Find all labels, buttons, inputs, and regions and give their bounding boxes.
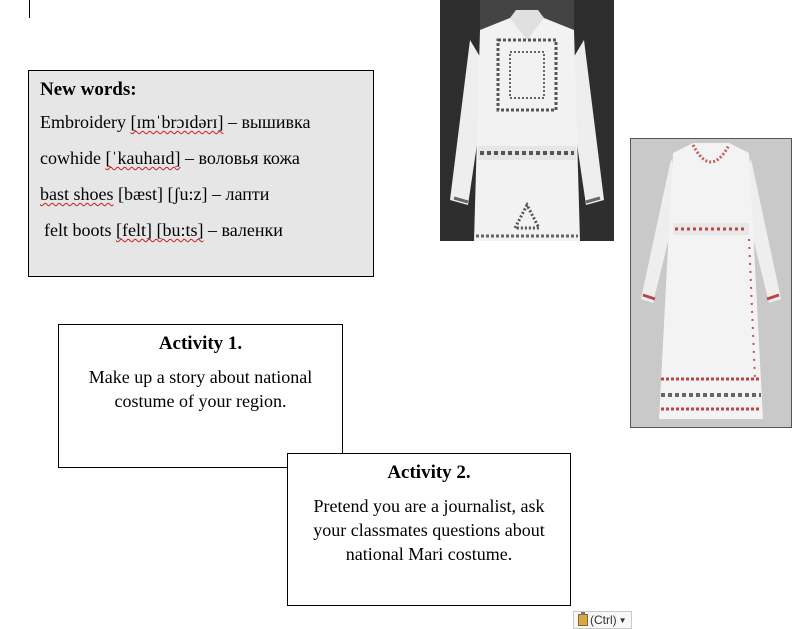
vocab-translation: – воловья кожа [180, 148, 300, 168]
new-words-box[interactable] [28, 70, 374, 277]
paste-options-button[interactable] [573, 611, 632, 629]
mari-shirt-photo[interactable] [440, 0, 614, 241]
activity-1-title: Activity 1. [158, 333, 243, 354]
vocab-line-cowhide [40, 147, 362, 169]
vocab-word: cowhide [40, 148, 101, 168]
vocab-translation: – валенки [203, 220, 283, 240]
mari-dress-photo[interactable] [630, 138, 792, 428]
activity-2-text: Pretend you are a journalist, ask your classmates questions about national Mari costume. [313, 496, 545, 564]
vocab-transcription: [bæst] [ʃu:z] [118, 184, 208, 204]
vocab-line-felt-boots [40, 219, 362, 241]
vocab-transcription: [ɪmˈbrɔɪdərɪ] [130, 112, 224, 132]
vocab-word: bast shoes [40, 184, 114, 204]
vocab-translation: – лапти [207, 184, 270, 204]
activity-1-box[interactable] [58, 324, 343, 468]
vocab-transcription: [ˈkauhaɪd] [105, 148, 181, 168]
activity-2-box[interactable] [287, 453, 571, 606]
chevron-down-icon: ▼ [618, 615, 627, 625]
vocab-line-bast-shoes [40, 183, 362, 205]
activity-2-title: Activity 2. [387, 462, 471, 483]
clipboard-icon [578, 614, 588, 626]
paste-options-label: (Ctrl) [590, 613, 617, 627]
activity-1-text: Make up a story about national costume of your region. [88, 367, 313, 411]
vocab-transcription: [felt] [bu:ts] [116, 220, 204, 240]
vocab-translation: – вышивка [223, 112, 311, 132]
text-cursor [29, 0, 30, 18]
vocab-word: Embroidery [40, 112, 126, 132]
vocab-word: felt boots [44, 220, 112, 240]
new-words-title: New words: [40, 79, 137, 100]
vocab-line-embroidery [40, 111, 362, 133]
